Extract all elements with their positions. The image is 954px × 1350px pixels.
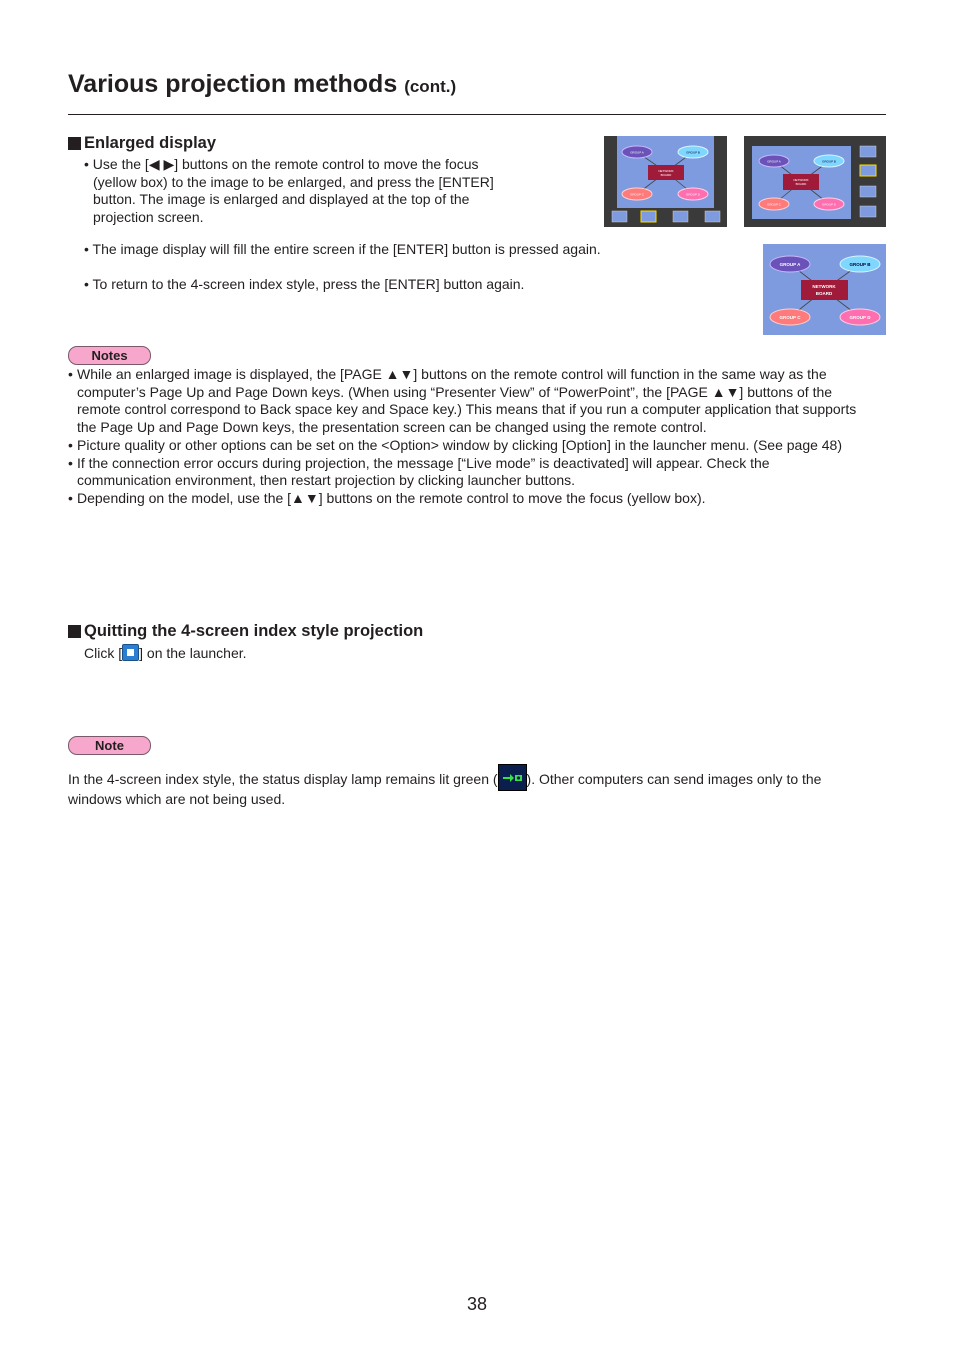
note-badge: Note <box>68 736 151 755</box>
note-item <box>68 366 888 437</box>
notes-badge: Notes <box>68 346 151 365</box>
group-b-label: GROUP B <box>849 262 871 267</box>
bullet-dot: • <box>68 489 73 506</box>
enlarged-heading-text: Enlarged display <box>84 134 217 152</box>
note-item <box>68 455 888 490</box>
quitting-heading-text: Quitting the 4-screen index style projection <box>84 622 424 640</box>
network-label: NETWORK <box>658 169 674 173</box>
bullet-dot: • <box>68 454 73 471</box>
square-bullet-icon <box>68 137 81 150</box>
group-c-label: GROUP C <box>630 192 644 197</box>
note-text-after: ). Other computers can send images only to the <box>526 771 822 787</box>
note-line: While an enlarged image is displayed, the [PAGE ▲▼] buttons on the remote control will function in the same way as the <box>77 366 827 382</box>
group-c-label: GROUP C <box>779 315 801 320</box>
bullet-dot: • <box>68 436 73 453</box>
enlarged-bullet-3: • To return to the 4-screen index style, press the [ENTER] button again. <box>84 276 525 292</box>
network-label: NETWORK <box>812 284 836 289</box>
board-label: BOARD <box>815 291 833 296</box>
quitting-text-after: ] on the launcher. <box>139 645 247 661</box>
group-d-label: GROUP D <box>849 315 871 320</box>
note-line: Depending on the model, use the [▲▼] buttons on the remote control to move the focus (yellow box). <box>77 489 706 506</box>
note-line <box>68 764 888 791</box>
group-a-label: GROUP A <box>630 150 644 155</box>
title-rule <box>68 114 886 115</box>
stop-icon[interactable] <box>122 644 139 661</box>
square-bullet-icon <box>68 625 81 638</box>
note-text-before: In the 4-screen index style, the status display lamp remains lit green ( <box>68 771 498 787</box>
enlarged-line: button. The image is enlarged and displayed at the top of the <box>93 191 470 208</box>
status-lamp-icon <box>498 764 527 791</box>
enlarged-line: • Use the [◀ ▶] buttons on the remote control to move the focus <box>84 156 479 172</box>
board-label: BOARD <box>660 173 672 177</box>
note-line: Picture quality or other options can be set on the <Option> window by clicking [Option] in the launcher menu. (See page 48) <box>77 436 843 453</box>
enlarged-line: (yellow box) to the image to be enlarged, and press the [ENTER] <box>93 173 494 190</box>
quitting-text-before: Click [ <box>84 645 123 661</box>
note-line: the Page Up and Page Down keys, the presentation screen can be changed using the remote control. <box>77 419 707 436</box>
note-line: windows which are not being used. <box>68 791 286 807</box>
network-label: NETWORK <box>793 178 809 182</box>
note-line: communication environment, then restart projection by clicking launcher buttons. <box>77 472 576 489</box>
group-d-label: GROUP D <box>822 202 836 207</box>
board-label: BOARD <box>795 182 807 186</box>
full-screen-image <box>763 244 886 335</box>
bullet-dot: • <box>68 366 73 382</box>
note-text <box>68 764 888 809</box>
quitting-instruction <box>84 644 247 663</box>
notes-list <box>68 366 888 508</box>
enlarged-line: projection screen. <box>93 209 204 226</box>
page-number: 38 <box>466 1294 488 1314</box>
group-a-label: GROUP A <box>779 262 801 267</box>
group-b-label: GROUP B <box>822 159 836 164</box>
note-item <box>68 490 888 508</box>
note-line: If the connection error occurs during projection, the message [“Live mode” is deactivated] will appear. Check the <box>77 454 770 471</box>
enlarged-bullet-1 <box>84 156 524 227</box>
page-title <box>68 70 456 99</box>
enlarged-bullet-2: • The image display will fill the entire screen if the [ENTER] button is pressed again. <box>84 241 601 257</box>
index-screen-enlarged-top <box>604 136 727 227</box>
note-line: computer’s Page Up and Page Down keys. (When using “Presenter View” of “PowerPoint”, the [PAGE ▲▼] buttons of the <box>77 383 833 400</box>
note-line: remote control correspond to Back space key and Space key.) This means that if you run a computer application that supports <box>77 401 857 418</box>
group-c-label: GROUP C <box>767 202 781 207</box>
quitting-heading <box>68 622 423 641</box>
group-d-label: GROUP D <box>686 192 700 197</box>
title-suffix: (cont.) <box>404 77 457 96</box>
group-a-label: GROUP A <box>767 159 781 164</box>
title-text: Various projection methods <box>68 70 398 98</box>
group-b-label: GROUP B <box>686 150 700 155</box>
note-item <box>68 437 888 455</box>
index-screen-enlarged-side <box>744 136 886 227</box>
enlarged-heading <box>68 134 216 153</box>
